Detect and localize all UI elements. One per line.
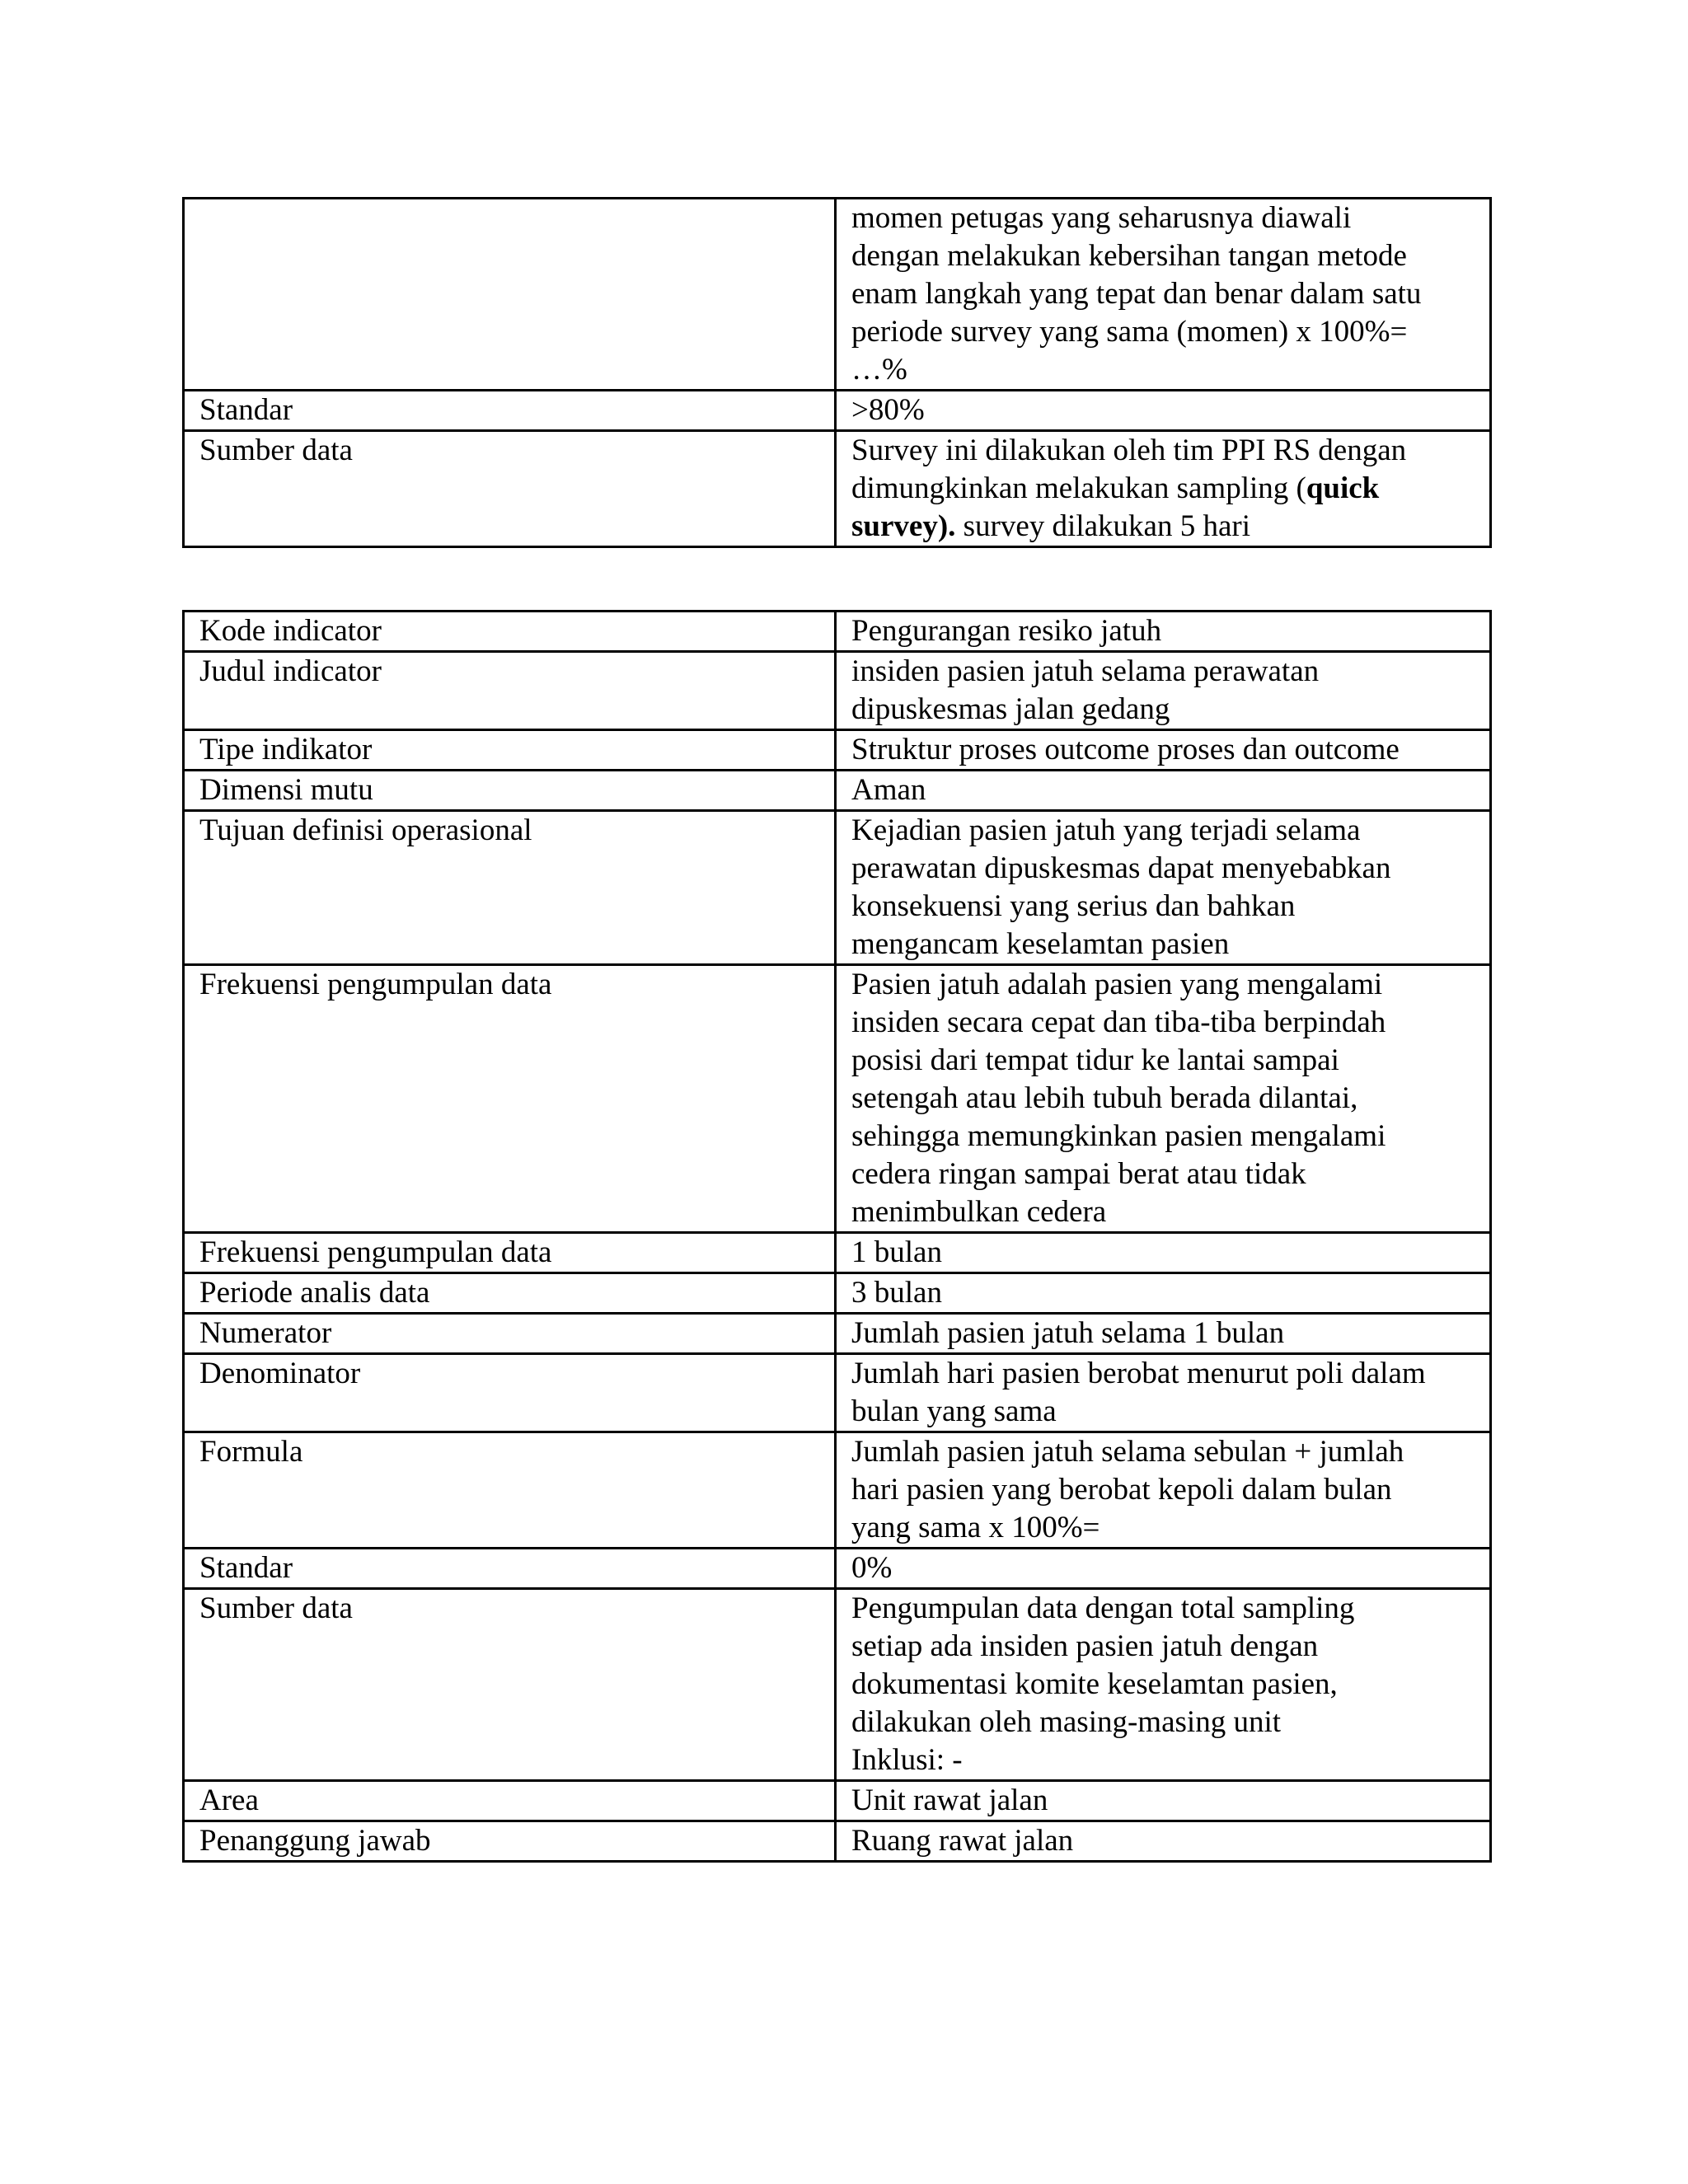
- table-row: [184, 811, 1491, 965]
- indicator-table-fall-risk: [182, 610, 1492, 1863]
- table-row: [184, 652, 1491, 730]
- table-row: [184, 612, 1491, 652]
- table-row: [184, 1314, 1491, 1354]
- table-row: [184, 771, 1491, 811]
- row-label: Tujuan definisi operasional: [184, 811, 836, 965]
- row-label: Penanggung jawab: [184, 1821, 836, 1862]
- table-row: [184, 1781, 1491, 1821]
- row-value: Kejadian pasien jatuh yang terjadi selama perawatan dipuskesmas dapat menyebabkan konsekuensi yang serius dan bahkan mengancam keselamtan pasien: [836, 811, 1491, 965]
- row-value: 3 bulan: [836, 1273, 1491, 1314]
- row-label: Area: [184, 1781, 836, 1821]
- row-label: Kode indicator: [184, 612, 836, 652]
- row-label: Frekuensi pengumpulan data: [184, 965, 836, 1233]
- row-label: Sumber data: [184, 1589, 836, 1781]
- row-label: Denominator: [184, 1354, 836, 1432]
- table-row: [184, 1549, 1491, 1589]
- row-value: Ruang rawat jalan: [836, 1821, 1491, 1862]
- row-label: Formula: [184, 1432, 836, 1549]
- table-row: [184, 965, 1491, 1233]
- row-label: Periode analis data: [184, 1273, 836, 1314]
- row-value: Jumlah pasien jatuh selama sebulan + jumlah hari pasien yang berobat kepoli dalam bulan yang sama x 100%=: [836, 1432, 1491, 1549]
- table-row: [184, 1273, 1491, 1314]
- row-value: Pengurangan resiko jatuh: [836, 612, 1491, 652]
- row-label: Frekuensi pengumpulan data: [184, 1233, 836, 1273]
- row-label: Standar: [184, 391, 836, 431]
- row-value: Jumlah pasien jatuh selama 1 bulan: [836, 1314, 1491, 1354]
- row-value: Unit rawat jalan: [836, 1781, 1491, 1821]
- table-row: [184, 1354, 1491, 1432]
- row-label: [184, 199, 836, 391]
- table-row: [184, 730, 1491, 771]
- value-text: survey dilakukan 5 hari: [955, 509, 1250, 543]
- table-row: [184, 391, 1491, 431]
- row-value: insiden pasien jatuh selama perawatan dipuskesmas jalan gedang: [836, 652, 1491, 730]
- value-bold-text: quick: [1306, 471, 1380, 505]
- row-value: Aman: [836, 771, 1491, 811]
- row-value: momen petugas yang seharusnya diawali dengan melakukan kebersihan tangan metode enam langkah yang tepat dan benar dalam satu periode survey yang sama (momen) x 100%= …%: [836, 199, 1491, 391]
- row-value: [836, 431, 1491, 547]
- table-row: [184, 199, 1491, 391]
- value-bold-text: survey).: [851, 509, 956, 543]
- table-row: [184, 1821, 1491, 1862]
- table-row: [184, 431, 1491, 547]
- row-value: Pasien jatuh adalah pasien yang mengalami insiden secara cepat dan tiba-tiba berpindah posisi dari tempat tidur ke lantai sampai setengah atau lebih tubuh berada dilantai, sehingga memungkinkan pasien mengalami cedera ringan sampai berat atau tidak menimbulkan cedera: [836, 965, 1491, 1233]
- row-label: Numerator: [184, 1314, 836, 1354]
- table-row: [184, 1233, 1491, 1273]
- row-value: 1 bulan: [836, 1233, 1491, 1273]
- table-row: [184, 1432, 1491, 1549]
- value-text: Survey ini dilakukan oleh tim PPI RS dengan dimungkinkan melakukan sampling (: [851, 434, 1407, 505]
- row-label: Sumber data: [184, 431, 836, 547]
- row-value: Jumlah hari pasien berobat menurut poli dalam bulan yang sama: [836, 1354, 1491, 1432]
- row-label: Dimensi mutu: [184, 771, 836, 811]
- table-row: [184, 1589, 1491, 1781]
- row-value: Struktur proses outcome proses dan outcome: [836, 730, 1491, 771]
- row-label: Standar: [184, 1549, 836, 1589]
- indicator-table-continued: [182, 197, 1492, 548]
- row-value: 0%: [836, 1549, 1491, 1589]
- row-label: Judul indicator: [184, 652, 836, 730]
- row-value: >80%: [836, 391, 1491, 431]
- row-value: Pengumpulan data dengan total sampling setiap ada insiden pasien jatuh dengan dokumentasi komite keselamtan pasien, dilakukan oleh masing-masing unit Inklusi: -: [836, 1589, 1491, 1781]
- row-label: Tipe indikator: [184, 730, 836, 771]
